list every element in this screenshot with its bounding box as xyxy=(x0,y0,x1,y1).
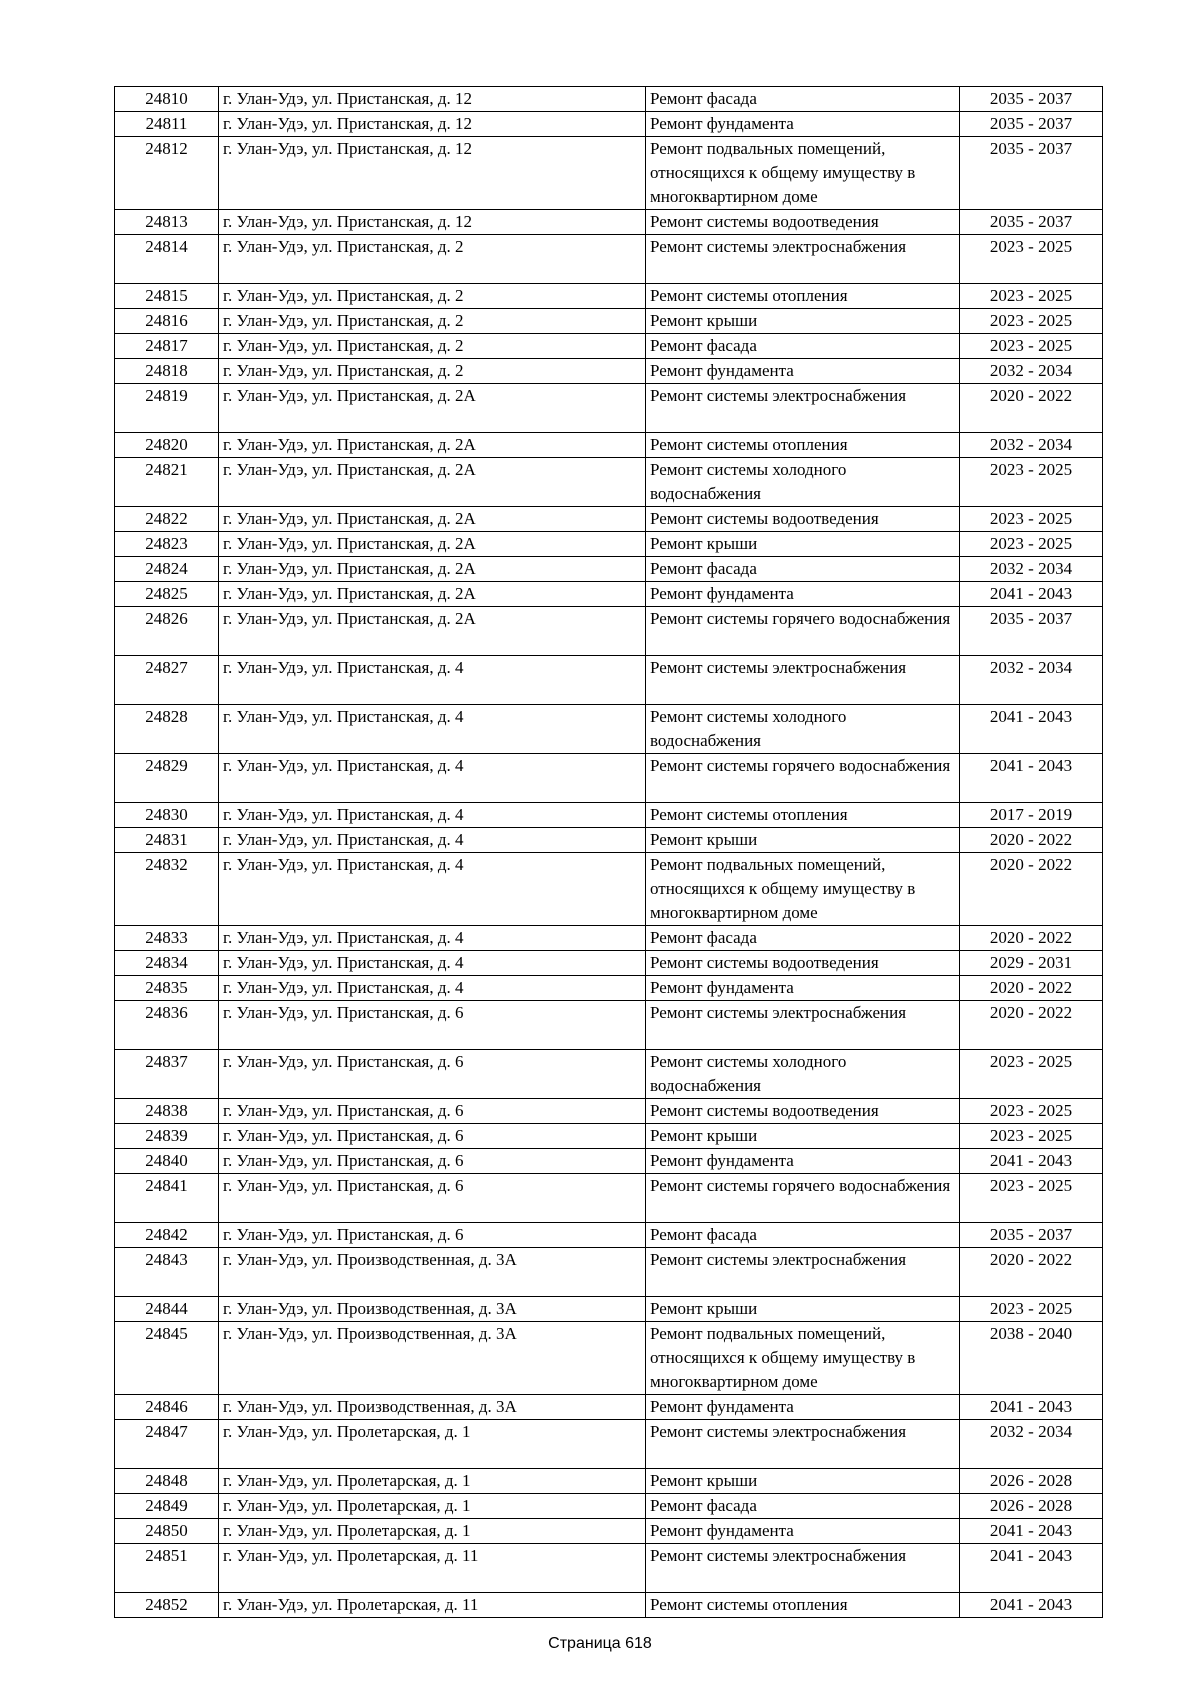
table-row xyxy=(115,137,1103,210)
period-cell: 2020 - 2022 xyxy=(960,1001,1103,1050)
work-type-cell: Ремонт фундамента xyxy=(646,976,960,1001)
work-type-cell: Ремонт системы водоотведения xyxy=(646,951,960,976)
table-row xyxy=(115,951,1103,976)
table-row xyxy=(115,1149,1103,1174)
work-type-cell: Ремонт системы электроснабжения xyxy=(646,235,960,284)
row-number-cell: 24829 xyxy=(115,754,219,803)
address-cell: г. Улан-Удэ, ул. Пристанская, д. 4 xyxy=(219,803,646,828)
address-cell: г. Улан-Удэ, ул. Пристанская, д. 2А xyxy=(219,532,646,557)
address-cell: г. Улан-Удэ, ул. Пристанская, д. 4 xyxy=(219,926,646,951)
period-cell: 2017 - 2019 xyxy=(960,803,1103,828)
work-type-cell: Ремонт фасада xyxy=(646,557,960,582)
row-number-cell: 24851 xyxy=(115,1544,219,1593)
work-type-cell: Ремонт крыши xyxy=(646,1124,960,1149)
page-number: Страница 618 xyxy=(548,1635,652,1652)
table-row xyxy=(115,458,1103,507)
row-number-cell: 24828 xyxy=(115,705,219,754)
address-cell: г. Улан-Удэ, ул. Пристанская, д. 12 xyxy=(219,137,646,210)
address-cell: г. Улан-Удэ, ул. Пристанская, д. 2А xyxy=(219,384,646,433)
table-row xyxy=(115,433,1103,458)
row-number-cell: 24838 xyxy=(115,1099,219,1124)
address-cell: г. Улан-Удэ, ул. Производственная, д. 3А xyxy=(219,1248,646,1297)
row-number-cell: 24815 xyxy=(115,284,219,309)
work-type-cell: Ремонт подвальных помещений, относящихся к общему имуществу в многоквартирном доме xyxy=(646,1322,960,1395)
address-cell: г. Улан-Удэ, ул. Пристанская, д. 2 xyxy=(219,359,646,384)
row-number-cell: 24846 xyxy=(115,1395,219,1420)
address-cell: г. Улан-Удэ, ул. Пристанская, д. 6 xyxy=(219,1223,646,1248)
row-number-cell: 24820 xyxy=(115,433,219,458)
work-type-cell: Ремонт системы отопления xyxy=(646,284,960,309)
table-body xyxy=(115,87,1103,1618)
address-cell: г. Улан-Удэ, ул. Пристанская, д. 4 xyxy=(219,853,646,926)
row-number-cell: 24821 xyxy=(115,458,219,507)
period-cell: 2020 - 2022 xyxy=(960,384,1103,433)
work-type-cell: Ремонт системы электроснабжения xyxy=(646,384,960,433)
row-number-cell: 24819 xyxy=(115,384,219,433)
work-type-cell: Ремонт подвальных помещений, относящихся к общему имуществу в многоквартирном доме xyxy=(646,853,960,926)
period-cell: 2020 - 2022 xyxy=(960,853,1103,926)
address-cell: г. Улан-Удэ, ул. Пролетарская, д. 1 xyxy=(219,1469,646,1494)
period-cell: 2023 - 2025 xyxy=(960,284,1103,309)
table-row xyxy=(115,87,1103,112)
period-cell: 2035 - 2037 xyxy=(960,112,1103,137)
row-number-cell: 24831 xyxy=(115,828,219,853)
table-row xyxy=(115,284,1103,309)
address-cell: г. Улан-Удэ, ул. Пролетарская, д. 1 xyxy=(219,1519,646,1544)
row-number-cell: 24848 xyxy=(115,1469,219,1494)
period-cell: 2032 - 2034 xyxy=(960,433,1103,458)
table-row xyxy=(115,1174,1103,1223)
address-cell: г. Улан-Удэ, ул. Пристанская, д. 4 xyxy=(219,705,646,754)
work-type-cell: Ремонт системы водоотведения xyxy=(646,210,960,235)
table-row xyxy=(115,557,1103,582)
address-cell: г. Улан-Удэ, ул. Пристанская, д. 2А xyxy=(219,507,646,532)
address-cell: г. Улан-Удэ, ул. Пристанская, д. 12 xyxy=(219,210,646,235)
work-type-cell: Ремонт фасада xyxy=(646,334,960,359)
row-number-cell: 24833 xyxy=(115,926,219,951)
row-number-cell: 24814 xyxy=(115,235,219,284)
work-type-cell: Ремонт фасада xyxy=(646,1494,960,1519)
work-type-cell: Ремонт фасада xyxy=(646,87,960,112)
row-number-cell: 24847 xyxy=(115,1420,219,1469)
work-type-cell: Ремонт системы электроснабжения xyxy=(646,656,960,705)
address-cell: г. Улан-Удэ, ул. Пристанская, д. 6 xyxy=(219,1124,646,1149)
period-cell: 2020 - 2022 xyxy=(960,976,1103,1001)
address-cell: г. Улан-Удэ, ул. Пристанская, д. 4 xyxy=(219,656,646,705)
table-row xyxy=(115,112,1103,137)
table-row xyxy=(115,1099,1103,1124)
row-number-cell: 24834 xyxy=(115,951,219,976)
work-type-cell: Ремонт фундамента xyxy=(646,1149,960,1174)
table-row xyxy=(115,1322,1103,1395)
address-cell: г. Улан-Удэ, ул. Пристанская, д. 4 xyxy=(219,828,646,853)
address-cell: г. Улан-Удэ, ул. Пристанская, д. 6 xyxy=(219,1174,646,1223)
period-cell: 2032 - 2034 xyxy=(960,359,1103,384)
row-number-cell: 24836 xyxy=(115,1001,219,1050)
table-row xyxy=(115,532,1103,557)
table-row xyxy=(115,235,1103,284)
table-row xyxy=(115,1519,1103,1544)
table-row xyxy=(115,926,1103,951)
row-number-cell: 24839 xyxy=(115,1124,219,1149)
period-cell: 2041 - 2043 xyxy=(960,754,1103,803)
address-cell: г. Улан-Удэ, ул. Пристанская, д. 4 xyxy=(219,754,646,803)
work-type-cell: Ремонт системы отопления xyxy=(646,1593,960,1618)
table-row xyxy=(115,1420,1103,1469)
work-type-cell: Ремонт фундамента xyxy=(646,359,960,384)
table-row xyxy=(115,1544,1103,1593)
row-number-cell: 24842 xyxy=(115,1223,219,1248)
table-row xyxy=(115,210,1103,235)
address-cell: г. Улан-Удэ, ул. Пристанская, д. 4 xyxy=(219,976,646,1001)
period-cell: 2023 - 2025 xyxy=(960,309,1103,334)
period-cell: 2023 - 2025 xyxy=(960,507,1103,532)
period-cell: 2023 - 2025 xyxy=(960,532,1103,557)
period-cell: 2026 - 2028 xyxy=(960,1469,1103,1494)
period-cell: 2032 - 2034 xyxy=(960,557,1103,582)
address-cell: г. Улан-Удэ, ул. Пристанская, д. 2 xyxy=(219,235,646,284)
address-cell: г. Улан-Удэ, ул. Пристанская, д. 12 xyxy=(219,87,646,112)
work-type-cell: Ремонт крыши xyxy=(646,1469,960,1494)
address-cell: г. Улан-Удэ, ул. Пристанская, д. 6 xyxy=(219,1001,646,1050)
period-cell: 2035 - 2037 xyxy=(960,210,1103,235)
address-cell: г. Улан-Удэ, ул. Пристанская, д. 2 xyxy=(219,309,646,334)
row-number-cell: 24830 xyxy=(115,803,219,828)
row-number-cell: 24823 xyxy=(115,532,219,557)
table-row xyxy=(115,828,1103,853)
period-cell: 2041 - 2043 xyxy=(960,705,1103,754)
row-number-cell: 24850 xyxy=(115,1519,219,1544)
period-cell: 2035 - 2037 xyxy=(960,87,1103,112)
work-type-cell: Ремонт фасада xyxy=(646,926,960,951)
address-cell: г. Улан-Удэ, ул. Пролетарская, д. 1 xyxy=(219,1420,646,1469)
period-cell: 2023 - 2025 xyxy=(960,1124,1103,1149)
table-row xyxy=(115,1297,1103,1322)
period-cell: 2041 - 2043 xyxy=(960,1519,1103,1544)
work-type-cell: Ремонт фундамента xyxy=(646,1519,960,1544)
row-number-cell: 24818 xyxy=(115,359,219,384)
table-row xyxy=(115,1593,1103,1618)
work-type-cell: Ремонт системы горячего водоснабжения xyxy=(646,1174,960,1223)
work-type-cell: Ремонт системы отопления xyxy=(646,433,960,458)
address-cell: г. Улан-Удэ, ул. Производственная, д. 3А xyxy=(219,1395,646,1420)
work-type-cell: Ремонт крыши xyxy=(646,828,960,853)
period-cell: 2023 - 2025 xyxy=(960,1297,1103,1322)
period-cell: 2029 - 2031 xyxy=(960,951,1103,976)
period-cell: 2041 - 2043 xyxy=(960,1395,1103,1420)
row-number-cell: 24811 xyxy=(115,112,219,137)
period-cell: 2038 - 2040 xyxy=(960,1322,1103,1395)
row-number-cell: 24832 xyxy=(115,853,219,926)
period-cell: 2023 - 2025 xyxy=(960,458,1103,507)
work-type-cell: Ремонт системы электроснабжения xyxy=(646,1420,960,1469)
address-cell: г. Улан-Удэ, ул. Пристанская, д. 2А xyxy=(219,458,646,507)
row-number-cell: 24852 xyxy=(115,1593,219,1618)
row-number-cell: 24827 xyxy=(115,656,219,705)
work-type-cell: Ремонт системы электроснабжения xyxy=(646,1001,960,1050)
address-cell: г. Улан-Удэ, ул. Производственная, д. 3А xyxy=(219,1322,646,1395)
row-number-cell: 24844 xyxy=(115,1297,219,1322)
work-type-cell: Ремонт системы отопления xyxy=(646,803,960,828)
period-cell: 2041 - 2043 xyxy=(960,582,1103,607)
address-cell: г. Улан-Удэ, ул. Пролетарская, д. 1 xyxy=(219,1494,646,1519)
period-cell: 2026 - 2028 xyxy=(960,1494,1103,1519)
address-cell: г. Улан-Удэ, ул. Пристанская, д. 2А xyxy=(219,607,646,656)
row-number-cell: 24810 xyxy=(115,87,219,112)
period-cell: 2035 - 2037 xyxy=(960,1223,1103,1248)
work-type-cell: Ремонт системы холодного водоснабжения xyxy=(646,458,960,507)
table-row xyxy=(115,359,1103,384)
table-row xyxy=(115,1469,1103,1494)
repair-schedule-table xyxy=(114,86,1103,1618)
table-row xyxy=(115,1248,1103,1297)
work-type-cell: Ремонт фундамента xyxy=(646,1395,960,1420)
row-number-cell: 24826 xyxy=(115,607,219,656)
work-type-cell: Ремонт крыши xyxy=(646,309,960,334)
table-row xyxy=(115,607,1103,656)
table-row xyxy=(115,1494,1103,1519)
period-cell: 2020 - 2022 xyxy=(960,828,1103,853)
period-cell: 2020 - 2022 xyxy=(960,1248,1103,1297)
period-cell: 2023 - 2025 xyxy=(960,1174,1103,1223)
table-row xyxy=(115,976,1103,1001)
row-number-cell: 24845 xyxy=(115,1322,219,1395)
row-number-cell: 24835 xyxy=(115,976,219,1001)
table-row xyxy=(115,1050,1103,1099)
row-number-cell: 24841 xyxy=(115,1174,219,1223)
table-row xyxy=(115,334,1103,359)
address-cell: г. Улан-Удэ, ул. Пристанская, д. 2А xyxy=(219,582,646,607)
period-cell: 2041 - 2043 xyxy=(960,1593,1103,1618)
table-row xyxy=(115,1001,1103,1050)
table-row xyxy=(115,705,1103,754)
row-number-cell: 24837 xyxy=(115,1050,219,1099)
row-number-cell: 24822 xyxy=(115,507,219,532)
work-type-cell: Ремонт системы электроснабжения xyxy=(646,1248,960,1297)
address-cell: г. Улан-Удэ, ул. Пристанская, д. 4 xyxy=(219,951,646,976)
row-number-cell: 24843 xyxy=(115,1248,219,1297)
work-type-cell: Ремонт системы горячего водоснабжения xyxy=(646,607,960,656)
period-cell: 2035 - 2037 xyxy=(960,137,1103,210)
row-number-cell: 24840 xyxy=(115,1149,219,1174)
period-cell: 2035 - 2037 xyxy=(960,607,1103,656)
period-cell: 2023 - 2025 xyxy=(960,235,1103,284)
address-cell: г. Улан-Удэ, ул. Пристанская, д. 2 xyxy=(219,284,646,309)
table-row xyxy=(115,582,1103,607)
table-row xyxy=(115,656,1103,705)
period-cell: 2020 - 2022 xyxy=(960,926,1103,951)
address-cell: г. Улан-Удэ, ул. Пролетарская, д. 11 xyxy=(219,1544,646,1593)
period-cell: 2023 - 2025 xyxy=(960,334,1103,359)
table-row xyxy=(115,507,1103,532)
work-type-cell: Ремонт фасада xyxy=(646,1223,960,1248)
period-cell: 2023 - 2025 xyxy=(960,1050,1103,1099)
address-cell: г. Улан-Удэ, ул. Пролетарская, д. 11 xyxy=(219,1593,646,1618)
row-number-cell: 24849 xyxy=(115,1494,219,1519)
work-type-cell: Ремонт системы водоотведения xyxy=(646,1099,960,1124)
address-cell: г. Улан-Удэ, ул. Пристанская, д. 2 xyxy=(219,334,646,359)
row-number-cell: 24825 xyxy=(115,582,219,607)
table-row xyxy=(115,384,1103,433)
work-type-cell: Ремонт системы холодного водоснабжения xyxy=(646,1050,960,1099)
work-type-cell: Ремонт системы горячего водоснабжения xyxy=(646,754,960,803)
row-number-cell: 24812 xyxy=(115,137,219,210)
period-cell: 2032 - 2034 xyxy=(960,1420,1103,1469)
work-type-cell: Ремонт системы водоотведения xyxy=(646,507,960,532)
period-cell: 2041 - 2043 xyxy=(960,1149,1103,1174)
work-type-cell: Ремонт фундамента xyxy=(646,112,960,137)
work-type-cell: Ремонт фундамента xyxy=(646,582,960,607)
address-cell: г. Улан-Удэ, ул. Производственная, д. 3А xyxy=(219,1297,646,1322)
address-cell: г. Улан-Удэ, ул. Пристанская, д. 2А xyxy=(219,557,646,582)
period-cell: 2032 - 2034 xyxy=(960,656,1103,705)
period-cell: 2041 - 2043 xyxy=(960,1544,1103,1593)
work-type-cell: Ремонт системы электроснабжения xyxy=(646,1544,960,1593)
work-type-cell: Ремонт крыши xyxy=(646,532,960,557)
address-cell: г. Улан-Удэ, ул. Пристанская, д. 6 xyxy=(219,1050,646,1099)
table-row xyxy=(115,309,1103,334)
row-number-cell: 24817 xyxy=(115,334,219,359)
table-row xyxy=(115,1124,1103,1149)
work-type-cell: Ремонт подвальных помещений, относящихся к общему имуществу в многоквартирном доме xyxy=(646,137,960,210)
row-number-cell: 24824 xyxy=(115,557,219,582)
address-cell: г. Улан-Удэ, ул. Пристанская, д. 2А xyxy=(219,433,646,458)
table-row xyxy=(115,853,1103,926)
period-cell: 2023 - 2025 xyxy=(960,1099,1103,1124)
address-cell: г. Улан-Удэ, ул. Пристанская, д. 12 xyxy=(219,112,646,137)
table-row xyxy=(115,1395,1103,1420)
work-type-cell: Ремонт крыши xyxy=(646,1297,960,1322)
table-row xyxy=(115,1223,1103,1248)
row-number-cell: 24813 xyxy=(115,210,219,235)
address-cell: г. Улан-Удэ, ул. Пристанская, д. 6 xyxy=(219,1149,646,1174)
address-cell: г. Улан-Удэ, ул. Пристанская, д. 6 xyxy=(219,1099,646,1124)
table-row xyxy=(115,754,1103,803)
table-row xyxy=(115,803,1103,828)
work-type-cell: Ремонт системы холодного водоснабжения xyxy=(646,705,960,754)
row-number-cell: 24816 xyxy=(115,309,219,334)
